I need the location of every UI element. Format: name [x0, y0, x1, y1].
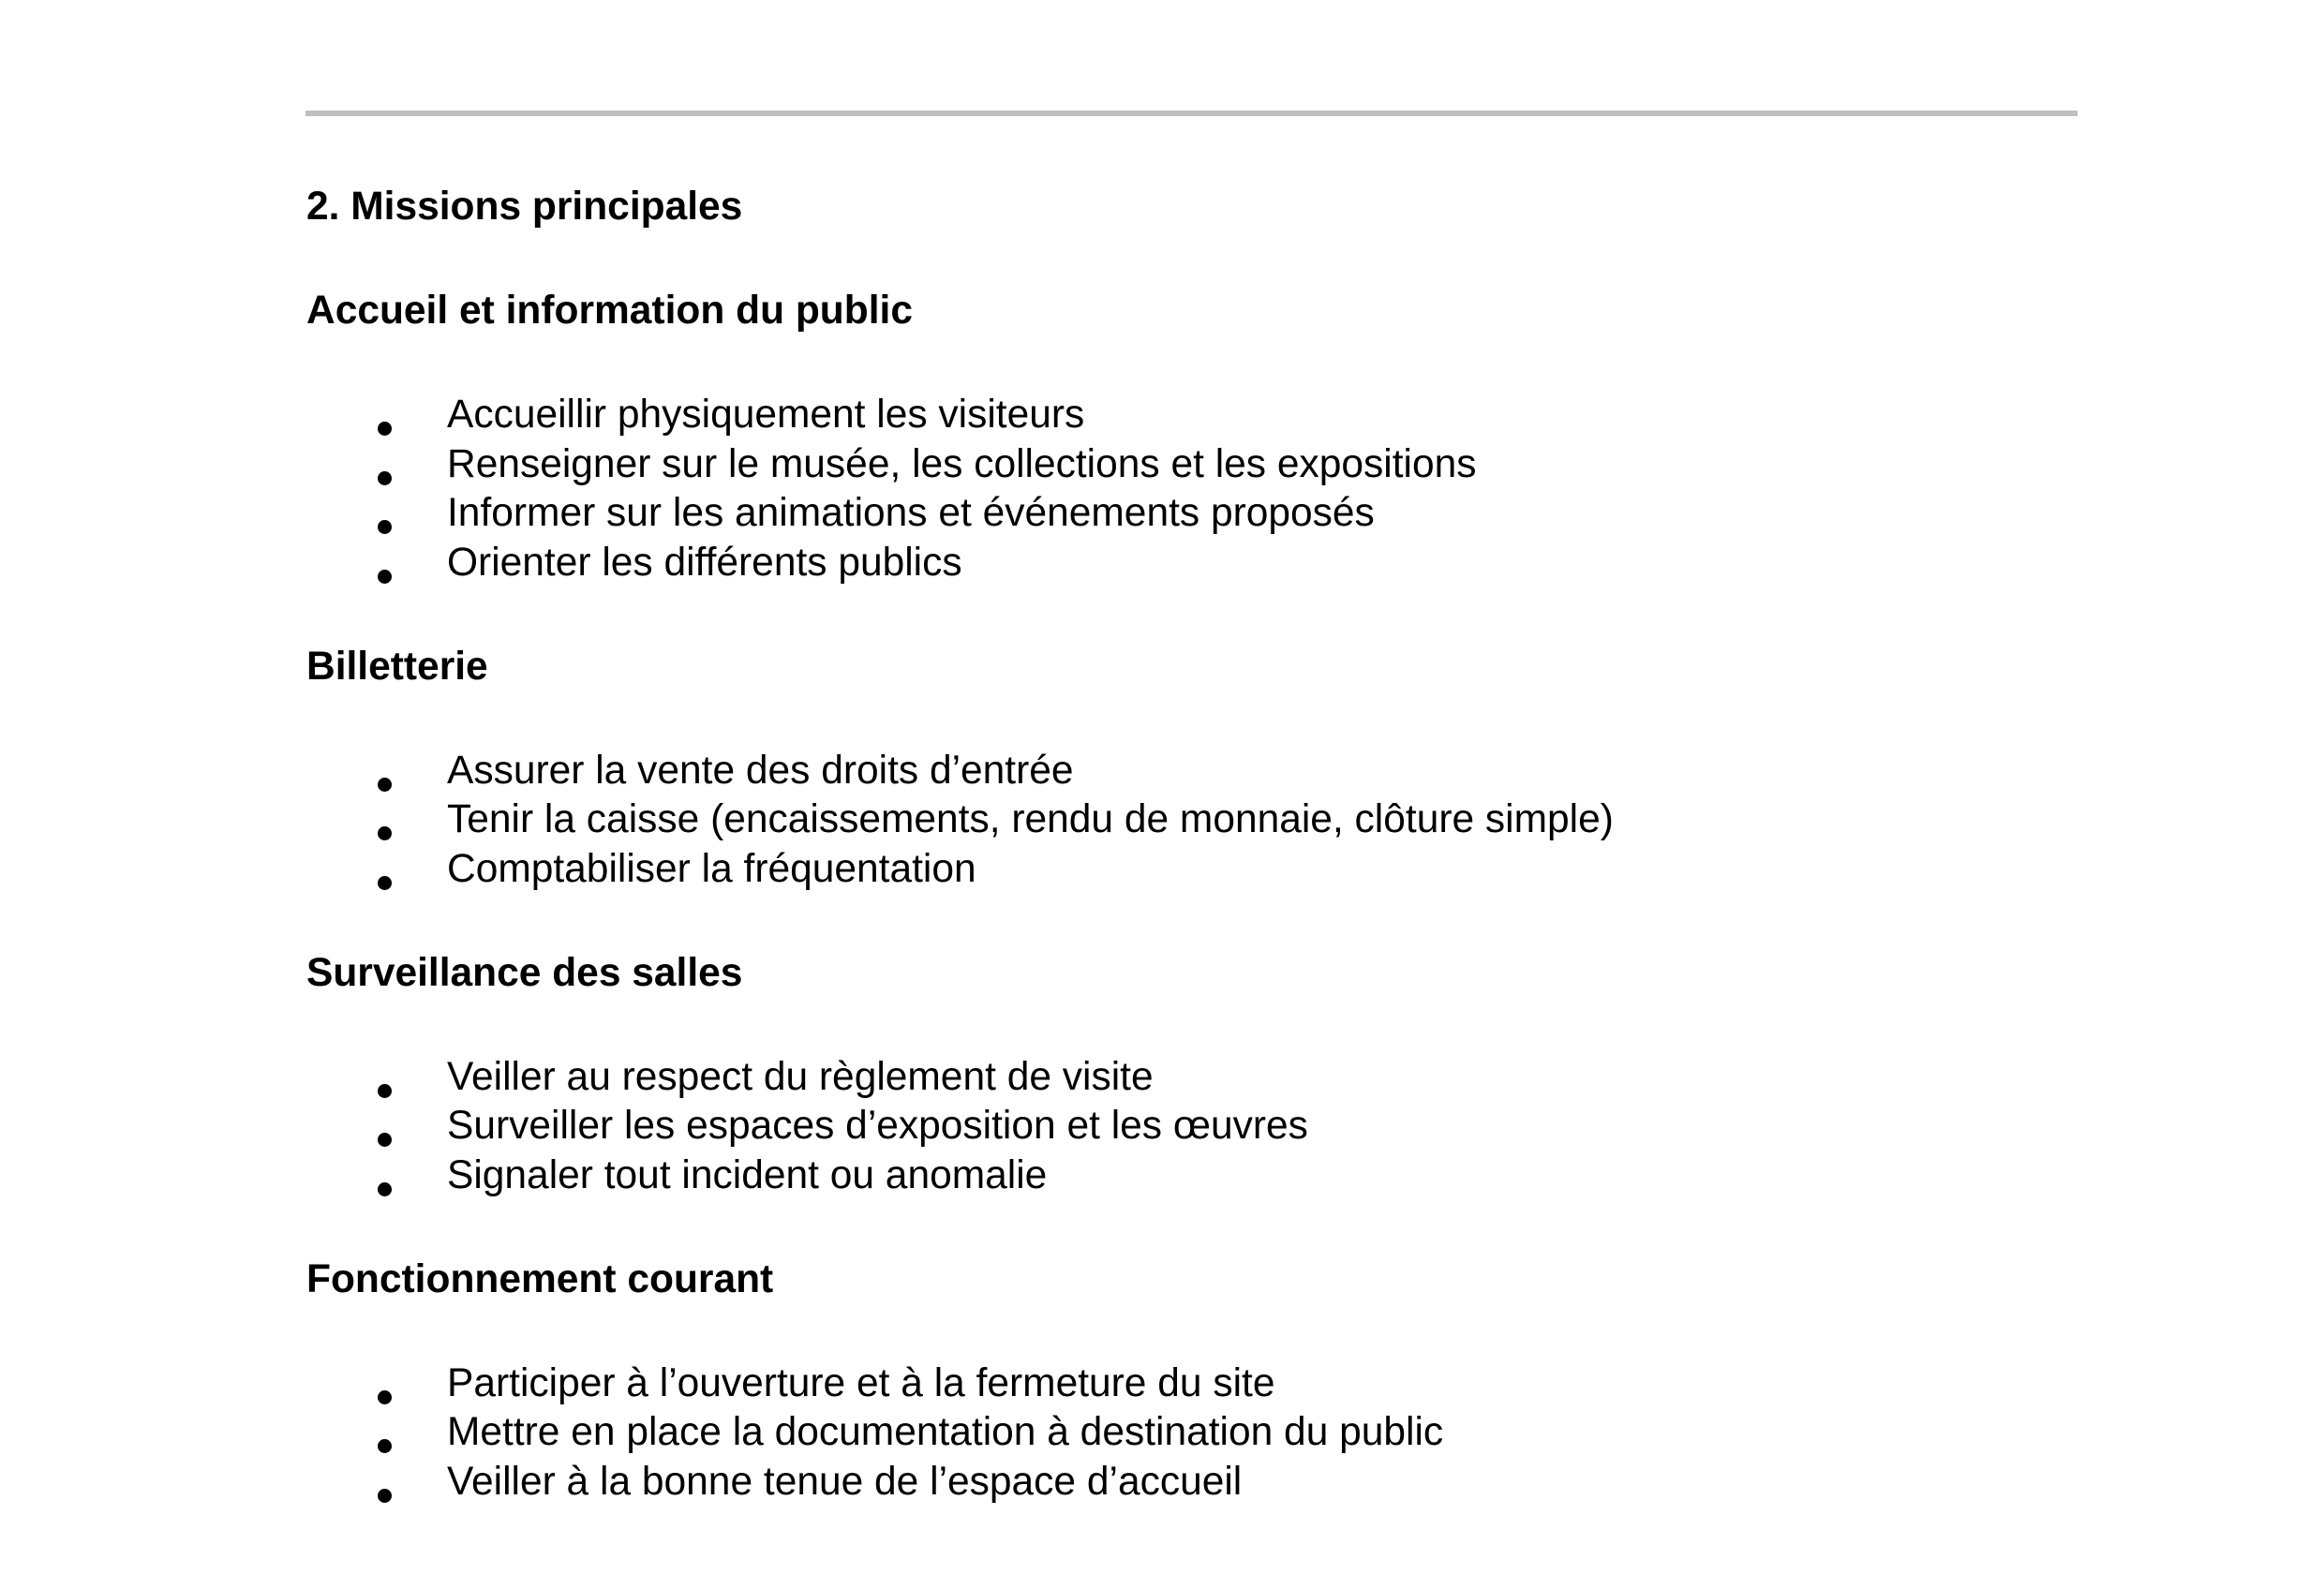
- bullet-icon: [378, 1182, 392, 1196]
- list-item-text: Participer à l’ouverture et à la fermeture du site: [447, 1360, 1275, 1405]
- list-item: [306, 489, 2078, 539]
- section-surveillance: [306, 949, 2078, 1201]
- bullet-list: [306, 391, 2078, 587]
- list-item-text: Signaler tout incident ou anomalie: [447, 1152, 1048, 1197]
- bullet-icon: [378, 1489, 392, 1503]
- list-item-text: Mettre en place la documentation à destination du public: [447, 1410, 1444, 1454]
- list-item-text: Surveiller les espaces d’exposition et les œuvres: [447, 1104, 1308, 1148]
- bullet-icon: [378, 876, 392, 890]
- list-item: [306, 1458, 2078, 1507]
- bullet-icon: [378, 826, 392, 840]
- bullet-icon: [378, 1133, 392, 1147]
- section-fonctionnement: [306, 1255, 2078, 1507]
- list-item: [306, 391, 2078, 440]
- bullet-list: [306, 747, 2078, 895]
- list-item-text: Informer sur les animations et événements proposés: [447, 491, 1375, 535]
- list-item: [306, 539, 2078, 588]
- bullet-list: [306, 1053, 2078, 1201]
- document-body: [306, 183, 2078, 1507]
- list-item-text: Accueillir physiquement les visiteurs: [447, 393, 1085, 437]
- list-item: [306, 1408, 2078, 1458]
- list-item: [306, 1151, 2078, 1201]
- bullet-icon: [378, 1390, 392, 1404]
- list-item: [306, 440, 2078, 490]
- bullet-icon: [378, 520, 392, 534]
- list-item-text: Veiller à la bonne tenue de l’espace d’accueil: [447, 1459, 1243, 1504]
- list-item: [306, 1102, 2078, 1151]
- section-billetterie: [306, 643, 2078, 895]
- bullet-icon: [378, 422, 392, 436]
- bullet-icon: [378, 1439, 392, 1453]
- list-item: [306, 1359, 2078, 1409]
- bullet-icon: [378, 570, 392, 584]
- list-item-text: Comptabiliser la fréquentation: [447, 846, 976, 891]
- bullet-icon: [378, 778, 392, 792]
- bullet-icon: [378, 471, 392, 485]
- section-heading: Surveillance des salles: [306, 950, 743, 995]
- list-item: [306, 845, 2078, 895]
- list-item-text: Tenir la caisse (encaissements, rendu de monnaie, clôture simple): [447, 797, 1614, 841]
- list-item: [306, 1053, 2078, 1103]
- page-title: 2. Missions principales: [306, 185, 743, 229]
- header-divider: [305, 111, 2078, 116]
- section-heading: Billetterie: [306, 644, 488, 689]
- bullet-list: [306, 1359, 2078, 1507]
- list-item-text: Renseigner sur le musée, les collections et les expositions: [447, 441, 1477, 486]
- section-heading: Fonctionnement courant: [306, 1256, 774, 1301]
- list-item: [306, 747, 2078, 796]
- bullet-icon: [378, 1084, 392, 1098]
- section-heading: Accueil et information du public: [306, 289, 913, 333]
- list-item-text: Veiller au respect du règlement de visite: [447, 1054, 1154, 1099]
- list-item-text: Assurer la vente des droits d’entrée: [447, 748, 1074, 793]
- list-item-text: Orienter les différents publics: [447, 540, 962, 585]
- list-item: [306, 795, 2078, 845]
- section-accueil: [306, 287, 2078, 587]
